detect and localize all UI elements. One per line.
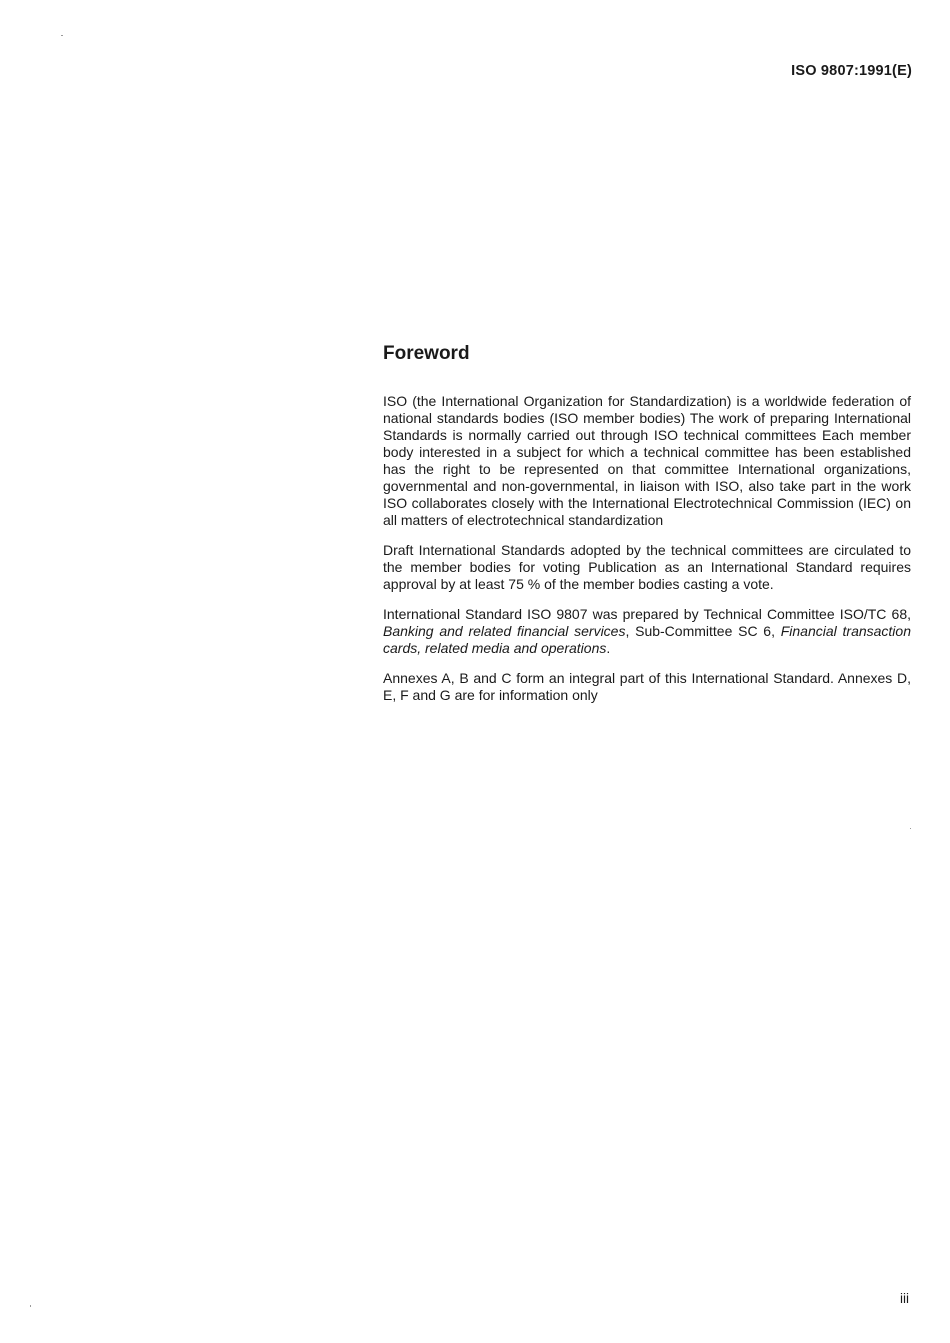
foreword-paragraph-annexes: Annexes A, B and C form an integral part of this International Standard. Annexes D, E, F and G are for information only [383, 670, 911, 703]
preparation-end: . [606, 640, 611, 656]
subcommittee-title: Financial transaction cards, related media and operations [383, 623, 911, 656]
scan-speck [61, 35, 63, 36]
page-number: iii [900, 1291, 909, 1306]
preparation-mid: , Sub-Committee SC 6, [625, 623, 781, 639]
committee-title: Banking and related financial services [383, 623, 626, 639]
foreword-section [383, 342, 911, 717]
preparation-intro: International Standard ISO 9807 was prepared by Technical Committee ISO/TC 68, [383, 606, 911, 622]
scan-speck [30, 1305, 31, 1307]
foreword-paragraph-iso-overview: ISO (the International Organization for Standardization) is a worldwide federation of national standards bodies (ISO member bodies) The work of preparing International Standards is normally carried out through ISO technical committees Each member body interested in a subject for which a technical committee has been established has the right to be represented on that committee International organizations, governmental and non-governmental, in liaison with ISO, also take part in the work ISO collaborates closely with the International Electrotechnical Commission (IEC) on all matters of electrotechnical standardization [383, 393, 911, 528]
foreword-heading: Foreword [383, 343, 470, 364]
document-identifier: ISO 9807:1991(E) [791, 63, 912, 79]
foreword-paragraph-draft-standards: Draft International Standards adopted by the technical committees are circulated to the member bodies for voting Publication as an International Standard requires approval by at least 75 % of the member bodies casting a vote. [383, 542, 911, 592]
scan-speck [910, 828, 911, 829]
foreword-paragraph-preparation [383, 606, 911, 657]
